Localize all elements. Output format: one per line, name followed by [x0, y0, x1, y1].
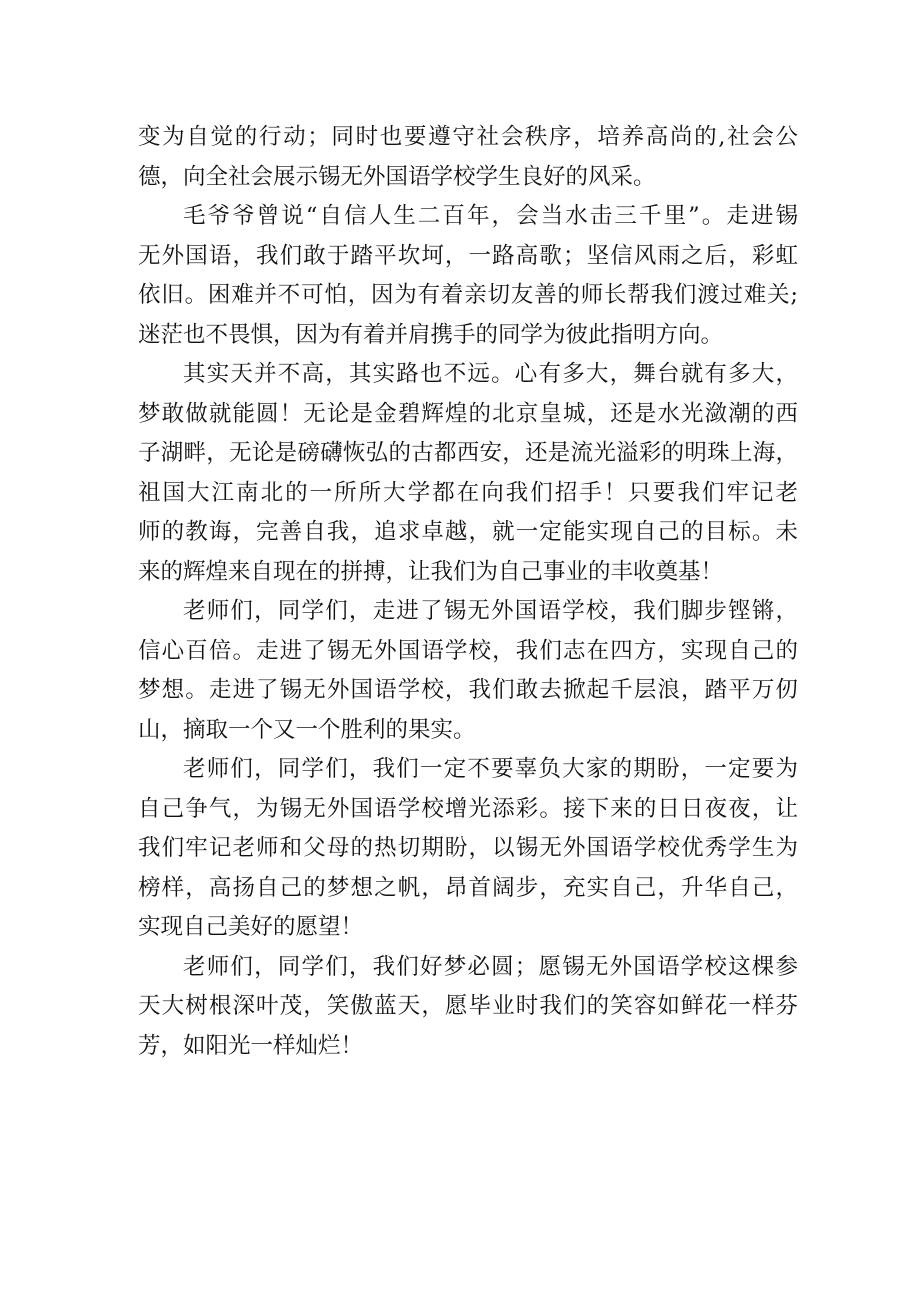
document-body [138, 118, 798, 1066]
text-line: 老师们，同学们，走进了锡无外国语学校，我们脚步铿锵， [183, 598, 798, 624]
text-line: 依旧。困难并不可怕，因为有着亲切友善的师长帮我们渡过难关; [138, 282, 798, 308]
text-line: 天大树根深叶茂，笑傲蓝天，愿毕业时我们的笑容如鲜花一样芬 [138, 993, 798, 1019]
paragraph [138, 197, 798, 355]
text-line: 我们牢记老师和父母的热切期盼，以锡无外国语学校优秀学生为 [138, 835, 798, 861]
text-line: 无外国语，我们敢于踏平坎坷，一路高歌；坚信风雨之后，彩虹 [138, 242, 798, 269]
paragraph [138, 592, 798, 750]
text-line: 梦想。走进了锡无外国语学校，我们敢去掀起千层浪，踏平万仞 [138, 677, 798, 703]
paragraph [138, 750, 798, 948]
text-line: 其实天并不高，其实路也不远。心有多大，舞台就有多大， [183, 361, 798, 387]
paragraph [138, 118, 798, 197]
text-line: 迷茫也不畏惧，因为有着并肩携手的同学为彼此指明方向。 [138, 321, 724, 348]
text-line: 变为自觉的行动；同时也要遵守社会秩序，培养高尚的,社会公 [138, 124, 798, 150]
text-line: 实现自己美好的愿望！ [138, 914, 364, 940]
text-line: 信心百倍。走进了锡无外国语学校，我们志在四方，实现自己的 [138, 637, 798, 664]
text-line: 祖国大江南北的一所所大学都在向我们招手！只要我们牢记老 [138, 479, 798, 506]
text-line: 芳，如阳光一样灿烂！ [138, 1032, 364, 1059]
text-line: 榜样，高扬自己的梦想之帆，昂首阔步，充实自己，升华自己， [138, 874, 798, 901]
text-line: 师的教诲，完善自我，追求卓越，就一定能实现自己的目标。未 [138, 519, 798, 545]
text-line: 毛爷爷曾说“自信人生二百年，会当水击三千里”。走进锡 [183, 203, 798, 229]
text-line: 子湖畔，无论是磅礴恢弘的古都西安，还是流光溢彩的明珠上海， [138, 440, 798, 466]
text-line: 梦敢做就能圆！无论是金碧辉煌的北京皇城，还是水光潋潮的西 [138, 400, 798, 427]
paragraph [138, 355, 798, 592]
paragraph [138, 948, 798, 1067]
text-line: 山，摘取一个又一个胜利的果实。 [138, 716, 476, 743]
text-line: 德，向全社会展示锡无外国语学校学生良好的风采。 [138, 163, 656, 190]
text-line: 老师们，同学们，我们好梦必圆；愿锡无外国语学校这棵参 [183, 953, 798, 980]
text-line: 自己争气，为锡无外国语学校增光添彩。接下来的日日夜夜，让 [138, 795, 798, 822]
text-line: 来的辉煌来自现在的拼搏，让我们为自己事业的丰收奠基！ [138, 558, 724, 585]
text-line: 老师们，同学们，我们一定不要辜负大家的期盼，一定要为 [183, 756, 798, 782]
